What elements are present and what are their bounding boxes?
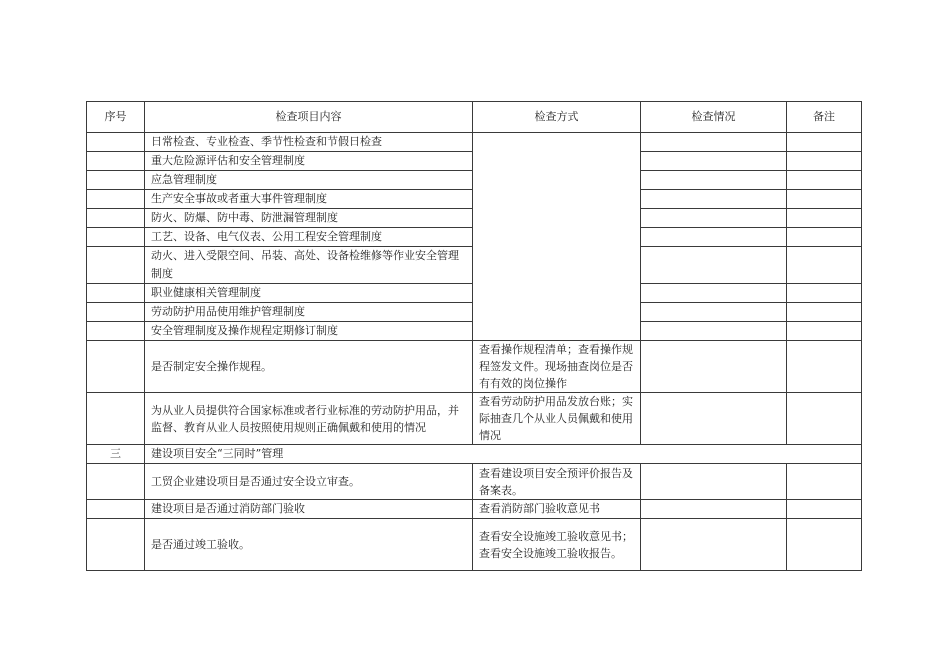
row-item: 工贸企业建设项目是否通过安全设立审查。	[145, 464, 473, 500]
row-remark[interactable]	[787, 209, 862, 228]
row-item: 为从业人员提供符合国家标准或者行业标准的劳动防护用品，并监督、教育从业人员按照使用规则正确佩戴和使用的情况	[145, 393, 473, 445]
section-seq: 三	[87, 445, 145, 464]
row-status[interactable]	[641, 152, 787, 171]
row-remark[interactable]	[787, 303, 862, 322]
row-item: 日常检查、专业检查、季节性检查和节假日检查	[145, 133, 473, 152]
section-row	[87, 445, 862, 464]
row-status[interactable]	[641, 133, 787, 152]
row-remark[interactable]	[787, 341, 862, 393]
row-status[interactable]	[641, 341, 787, 393]
inspection-table	[86, 101, 862, 571]
row-remark[interactable]	[787, 152, 862, 171]
row-seq	[87, 500, 145, 519]
table-row	[87, 393, 862, 445]
row-status[interactable]	[641, 464, 787, 500]
row-remark[interactable]	[787, 190, 862, 209]
table-row	[87, 500, 862, 519]
row-item: 生产安全事故或者重大事件管理制度	[145, 190, 473, 209]
row-seq	[87, 190, 145, 209]
row-method: 查看建设项目安全预评价报告及备案表。	[473, 464, 641, 500]
row-item: 防火、防爆、防中毒、防泄漏管理制度	[145, 209, 473, 228]
section-title: 建设项目安全“三同时”管理	[145, 445, 862, 464]
table-row	[87, 133, 862, 152]
row-seq	[87, 303, 145, 322]
row-item: 动火、进入受限空间、吊装、高处、设备检维修等作业安全管理制度	[145, 247, 473, 284]
row-status[interactable]	[641, 228, 787, 247]
row-seq	[87, 209, 145, 228]
row-item: 劳动防护用品使用维护管理制度	[145, 303, 473, 322]
row-item: 应急管理制度	[145, 171, 473, 190]
header-status: 检查情况	[641, 102, 787, 133]
row-remark[interactable]	[787, 500, 862, 519]
header-remark: 备注	[787, 102, 862, 133]
row-status[interactable]	[641, 322, 787, 341]
row-item: 工艺、设备、电气仪表、公用工程安全管理制度	[145, 228, 473, 247]
row-remark[interactable]	[787, 519, 862, 571]
row-status[interactable]	[641, 500, 787, 519]
row-seq	[87, 341, 145, 393]
row-item: 职业健康相关管理制度	[145, 284, 473, 303]
row-status[interactable]	[641, 519, 787, 571]
row-item: 建设项目是否通过消防部门验收	[145, 500, 473, 519]
row-seq	[87, 152, 145, 171]
row-seq	[87, 171, 145, 190]
row-method: 查看消防部门验收意见书	[473, 500, 641, 519]
row-seq	[87, 133, 145, 152]
row-remark[interactable]	[787, 133, 862, 152]
row-seq	[87, 322, 145, 341]
row-method: 查看劳动防护用品发放台账；实际抽查几个从业人员佩戴和使用情况	[473, 393, 641, 445]
row-seq	[87, 228, 145, 247]
row-method: 查看安全设施竣工验收意见书；查看安全设施竣工验收报告。	[473, 519, 641, 571]
row-method	[473, 133, 641, 341]
row-status[interactable]	[641, 190, 787, 209]
header-method: 检查方式	[473, 102, 641, 133]
row-seq	[87, 393, 145, 445]
row-seq	[87, 519, 145, 571]
row-remark[interactable]	[787, 171, 862, 190]
row-status[interactable]	[641, 303, 787, 322]
header-row	[87, 102, 862, 133]
row-status[interactable]	[641, 171, 787, 190]
row-remark[interactable]	[787, 228, 862, 247]
table-row	[87, 341, 862, 393]
row-item: 是否制定安全操作规程。	[145, 341, 473, 393]
row-status[interactable]	[641, 284, 787, 303]
header-seq: 序号	[87, 102, 145, 133]
table-row	[87, 519, 862, 571]
row-status[interactable]	[641, 393, 787, 445]
row-remark[interactable]	[787, 464, 862, 500]
row-status[interactable]	[641, 209, 787, 228]
table-row	[87, 464, 862, 500]
row-item: 重大危险源评估和安全管理制度	[145, 152, 473, 171]
row-item: 安全管理制度及操作规程定期修订制度	[145, 322, 473, 341]
row-remark[interactable]	[787, 393, 862, 445]
row-method: 查看操作规程清单；查看操作规程签发文件。现场抽查岗位是否有有效的岗位操作	[473, 341, 641, 393]
row-item: 是否通过竣工验收。	[145, 519, 473, 571]
row-remark[interactable]	[787, 247, 862, 284]
row-status[interactable]	[641, 247, 787, 284]
row-seq	[87, 247, 145, 284]
row-seq	[87, 464, 145, 500]
row-remark[interactable]	[787, 284, 862, 303]
row-seq	[87, 284, 145, 303]
row-remark[interactable]	[787, 322, 862, 341]
header-item: 检查项目内容	[145, 102, 473, 133]
